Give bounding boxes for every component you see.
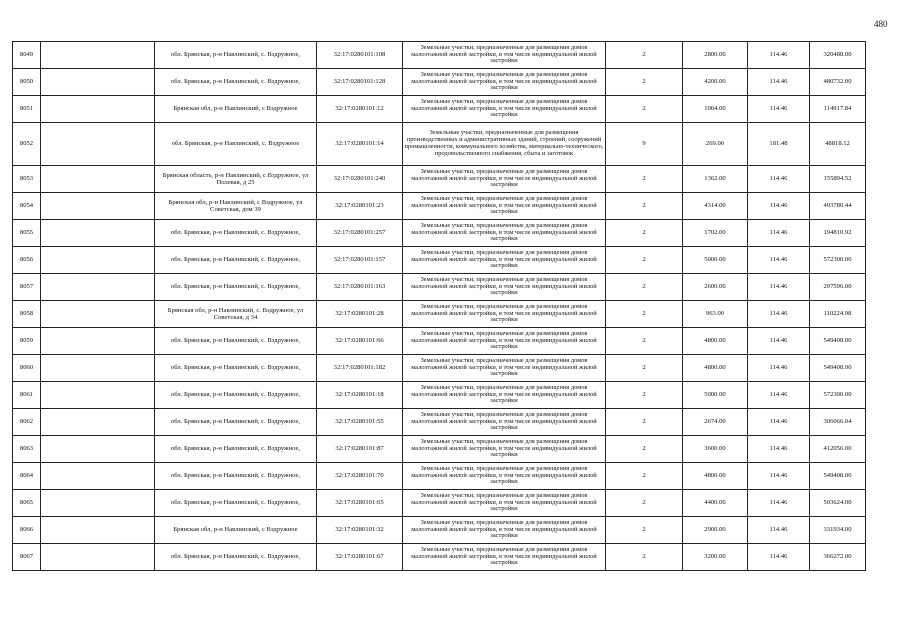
land-use-cell: Земельные участки, предназначенные для размещения домов малоэтажной жилой застройки, в том числе индивидуальной жилой застройки	[403, 247, 606, 274]
land-use-cell: Земельные участки, предназначенные для размещения домов малоэтажной жилой застройки, в том числе индивидуальной жилой застройки	[403, 328, 606, 355]
land-use-cell: Земельные участки, предназначенные для размещения домов малоэтажной жилой застройки, в том числе индивидуальной жилой застройки	[403, 436, 606, 463]
cadastral-number-cell: 32:17:0280101:14	[317, 123, 403, 166]
address-cell: обл. Брянская, р-н Навлинский, с. Вздружное,	[155, 247, 317, 274]
cadastral-number-cell: 32:17:0280101:12	[317, 96, 403, 123]
cadastral-value-cell: 412056.00	[810, 436, 866, 463]
row-number: 8059	[13, 328, 41, 355]
area-cell: 3200.00	[683, 544, 748, 571]
area-cell: 4800.00	[683, 463, 748, 490]
land-use-cell: Земельные участки, предназначенные для размещения домов малоэтажной жилой застройки, в том числе индивидуальной жилой застройки	[403, 463, 606, 490]
land-use-cell: Земельные участки, предназначенные для размещения домов малоэтажной жилой застройки, в том числе индивидуальной жилой застройки	[403, 42, 606, 69]
rate-cell: 114.46	[748, 301, 810, 328]
row-number: 8051	[13, 96, 41, 123]
table-row	[13, 69, 866, 96]
table-row	[13, 220, 866, 247]
land-use-cell: Земельные участки, предназначенные для размещения домов малоэтажной жилой застройки, в том числе индивидуальной жилой застройки	[403, 274, 606, 301]
cadastral-number-cell: 32:17:0280101:67	[317, 544, 403, 571]
category-cell: 2	[606, 355, 683, 382]
cadastral-value-cell: 331934.00	[810, 517, 866, 544]
row-number: 8062	[13, 409, 41, 436]
address-cell: Брянская обл, р-н Навлинский, с Вздружное, ул Советская, дом 39	[155, 193, 317, 220]
cadastral-value-cell: 114917.84	[810, 96, 866, 123]
address-cell: обл. Брянская, р-н Навлинский, с. Вздружное,	[155, 220, 317, 247]
table-row	[13, 463, 866, 490]
land-use-cell: Земельные участки, предназначенные для размещения домов малоэтажной жилой застройки, в том числе индивидуальной жилой застройки	[403, 166, 606, 193]
row-number: 8061	[13, 382, 41, 409]
empty-cell	[41, 436, 155, 463]
address-cell: Брянская обл, р-н Навлинский, с Вздружное	[155, 517, 317, 544]
cadastral-value-cell: 48818.12	[810, 123, 866, 166]
row-number: 8058	[13, 301, 41, 328]
area-cell: 4800.00	[683, 355, 748, 382]
address-cell: обл. Брянская, р-н Навлинский, с. Вздружное,	[155, 274, 317, 301]
empty-cell	[41, 166, 155, 193]
empty-cell	[41, 544, 155, 571]
address-cell: обл. Брянская, р-н Навлинский, с. Вздружное,	[155, 42, 317, 69]
area-cell: 4400.00	[683, 490, 748, 517]
address-cell: обл. Брянская, р-н Навлинский, с. Вздружное,	[155, 382, 317, 409]
land-use-cell: Земельные участки, предназначенные для размещения домов малоэтажной жилой застройки, в том числе индивидуальной жилой застройки	[403, 193, 606, 220]
category-cell: 2	[606, 166, 683, 193]
address-cell: обл. Брянская, р-н Навлинский, с. Вздружное,	[155, 490, 317, 517]
area-cell: 4200.00	[683, 69, 748, 96]
rate-cell: 114.46	[748, 355, 810, 382]
row-number: 8063	[13, 436, 41, 463]
cadastral-value-cell: 493780.44	[810, 193, 866, 220]
category-cell: 2	[606, 247, 683, 274]
empty-cell	[41, 328, 155, 355]
cadastral-number-cell: 32:17:0280101:23	[317, 193, 403, 220]
category-cell: 2	[606, 463, 683, 490]
rate-cell: 114.46	[748, 193, 810, 220]
row-number: 8057	[13, 274, 41, 301]
empty-cell	[41, 42, 155, 69]
address-cell: обл. Брянская, р-н Навлинский, с. Вздружное,	[155, 409, 317, 436]
rate-cell: 114.46	[748, 247, 810, 274]
rate-cell: 114.46	[748, 409, 810, 436]
address-cell: обл. Брянская, р-н Навлинский, с. Вздружное,	[155, 436, 317, 463]
cadastral-number-cell: 32:17:0280101:182	[317, 355, 403, 382]
land-use-cell: Земельные участки, предназначенные для размещения домов малоэтажной жилой застройки, в том числе индивидуальной жилой застройки	[403, 69, 606, 96]
empty-cell	[41, 517, 155, 544]
category-cell: 2	[606, 96, 683, 123]
area-cell: 2900.00	[683, 517, 748, 544]
cadastral-number-cell: 32:17:0280101:32	[317, 517, 403, 544]
rate-cell: 114.46	[748, 517, 810, 544]
cadastral-number-cell: 32:17:0280101:257	[317, 220, 403, 247]
land-use-cell: Земельные участки, предназначенные для размещения домов малоэтажной жилой застройки, в том числе индивидуальной жилой застройки	[403, 355, 606, 382]
empty-cell	[41, 490, 155, 517]
rate-cell: 114.46	[748, 274, 810, 301]
row-number: 8056	[13, 247, 41, 274]
category-cell: 2	[606, 409, 683, 436]
category-cell: 2	[606, 220, 683, 247]
rate-cell: 114.46	[748, 544, 810, 571]
cadastral-value-cell: 549408.00	[810, 463, 866, 490]
empty-cell	[41, 247, 155, 274]
category-cell: 2	[606, 193, 683, 220]
row-number: 8052	[13, 123, 41, 166]
cadastral-number-cell: 32:17:0280101:65	[317, 490, 403, 517]
table-row	[13, 96, 866, 123]
empty-cell	[41, 382, 155, 409]
area-cell: 1004.00	[683, 96, 748, 123]
address-cell: обл. Брянская, р-н Навлинский, с. Вздружное	[155, 123, 317, 166]
cadastral-value-cell: 549408.00	[810, 328, 866, 355]
address-cell: обл. Брянская, р-н Навлинский, с. Вздружное,	[155, 355, 317, 382]
category-cell: 9	[606, 123, 683, 166]
table-row	[13, 409, 866, 436]
empty-cell	[41, 96, 155, 123]
empty-cell	[41, 301, 155, 328]
cadastral-number-cell: 32:17:0280101:157	[317, 247, 403, 274]
land-use-cell: Земельные участки, предназначенные для размещения домов малоэтажной жилой застройки, в том числе индивидуальной жилой застройки	[403, 490, 606, 517]
area-cell: 2674.00	[683, 409, 748, 436]
area-cell: 963.00	[683, 301, 748, 328]
rate-cell: 181.48	[748, 123, 810, 166]
cadastral-number-cell: 32:17:0280101:18	[317, 382, 403, 409]
empty-cell	[41, 274, 155, 301]
cadastral-number-cell: 32:17:0280101:240	[317, 166, 403, 193]
cadastral-value-cell: 503624.00	[810, 490, 866, 517]
land-use-cell: Земельные участки, предназначенные для размещения домов малоэтажной жилой застройки, в том числе индивидуальной жилой застройки	[403, 220, 606, 247]
category-cell: 2	[606, 382, 683, 409]
area-cell: 4800.00	[683, 328, 748, 355]
table-row	[13, 436, 866, 463]
cadastral-number-cell: 32:17:0280101:108	[317, 42, 403, 69]
table-row	[13, 301, 866, 328]
page-number: 480	[874, 19, 888, 29]
address-cell: обл. Брянская, р-н Навлинский, с. Вздружное,	[155, 69, 317, 96]
category-cell: 2	[606, 274, 683, 301]
rate-cell: 114.46	[748, 42, 810, 69]
row-number: 8055	[13, 220, 41, 247]
category-cell: 2	[606, 42, 683, 69]
category-cell: 2	[606, 490, 683, 517]
address-cell: Брянская область, р-н Навлинский, с Вздружное, ул Полевая, д 25	[155, 166, 317, 193]
cadastral-number-cell: 32:17:0280101:70	[317, 463, 403, 490]
category-cell: 2	[606, 328, 683, 355]
address-cell: обл. Брянская, р-н Навлинский, с. Вздружное,	[155, 463, 317, 490]
area-cell: 1702.00	[683, 220, 748, 247]
empty-cell	[41, 193, 155, 220]
rate-cell: 114.46	[748, 328, 810, 355]
cadastral-value-cell: 155894.52	[810, 166, 866, 193]
row-number: 8053	[13, 166, 41, 193]
table-row	[13, 123, 866, 166]
table-row	[13, 166, 866, 193]
area-cell: 5000.00	[683, 382, 748, 409]
table-row	[13, 193, 866, 220]
row-number: 8066	[13, 517, 41, 544]
area-cell: 4314.00	[683, 193, 748, 220]
row-number: 8067	[13, 544, 41, 571]
category-cell: 2	[606, 436, 683, 463]
area-cell: 2600.00	[683, 274, 748, 301]
address-cell: Брянская обл, р-н Навлинский, с Вздружное	[155, 96, 317, 123]
address-cell: Брянская обл, р-н Навлинский, с. Вздружное, ул Советская, д 34	[155, 301, 317, 328]
land-use-cell: Земельные участки, предназначенные для размещения домов малоэтажной жилой застройки, в том числе индивидуальной жилой застройки	[403, 517, 606, 544]
rate-cell: 114.46	[748, 463, 810, 490]
category-cell: 2	[606, 544, 683, 571]
row-number: 8064	[13, 463, 41, 490]
address-cell: обл. Брянская, р-н Навлинский, с. Вздружное,	[155, 544, 317, 571]
empty-cell	[41, 69, 155, 96]
row-number: 8065	[13, 490, 41, 517]
empty-cell	[41, 463, 155, 490]
rate-cell: 114.46	[748, 490, 810, 517]
land-use-cell: Земельные участки, предназначенные для размещения домов малоэтажной жилой застройки, в том числе индивидуальной жилой застройки	[403, 301, 606, 328]
cadastral-number-cell: 32:17:0280101:55	[317, 409, 403, 436]
table-row	[13, 42, 866, 69]
category-cell: 2	[606, 69, 683, 96]
address-cell: обл. Брянская, р-н Навлинский, с. Вздружное,	[155, 328, 317, 355]
land-use-cell: Земельные участки, предназначенные для размещения производственных и административных зданий, строений, сооружений промышленности, коммунального хозяйства, материально-технического, продовольственного снабжения, сбыта и заготовок	[403, 123, 606, 166]
area-cell: 269.00	[683, 123, 748, 166]
row-number: 8050	[13, 69, 41, 96]
row-number: 8054	[13, 193, 41, 220]
empty-cell	[41, 123, 155, 166]
table-row	[13, 247, 866, 274]
rate-cell: 114.46	[748, 69, 810, 96]
category-cell: 2	[606, 517, 683, 544]
rate-cell: 114.46	[748, 166, 810, 193]
table-row	[13, 274, 866, 301]
area-cell: 2800.00	[683, 42, 748, 69]
table-row	[13, 517, 866, 544]
rate-cell: 114.46	[748, 220, 810, 247]
cadastral-value-cell: 320488.00	[810, 42, 866, 69]
rate-cell: 114.46	[748, 96, 810, 123]
area-cell: 5000.00	[683, 247, 748, 274]
area-cell: 1362.00	[683, 166, 748, 193]
cadastral-number-cell: 32:17:0280101:128	[317, 69, 403, 96]
table-row	[13, 328, 866, 355]
land-use-cell: Земельные участки, предназначенные для размещения домов малоэтажной жилой застройки, в том числе индивидуальной жилой застройки	[403, 96, 606, 123]
rate-cell: 114.46	[748, 382, 810, 409]
row-number: 8060	[13, 355, 41, 382]
table-row	[13, 490, 866, 517]
land-use-cell: Земельные участки, предназначенные для размещения домов малоэтажной жилой застройки, в том числе индивидуальной жилой застройки	[403, 409, 606, 436]
cadastral-number-cell: 32:17:0280101:87	[317, 436, 403, 463]
category-cell: 2	[606, 301, 683, 328]
table-row	[13, 544, 866, 571]
cadastral-number-cell: 32:17:0280101:28	[317, 301, 403, 328]
land-use-cell: Земельные участки, предназначенные для размещения домов малоэтажной жилой застройки, в том числе индивидуальной жилой застройки	[403, 382, 606, 409]
area-cell: 3600.00	[683, 436, 748, 463]
table-row	[13, 355, 866, 382]
land-registry-table	[12, 41, 866, 571]
cadastral-value-cell: 572300.00	[810, 382, 866, 409]
empty-cell	[41, 220, 155, 247]
cadastral-number-cell: 32:17:0280101:66	[317, 328, 403, 355]
row-number: 8049	[13, 42, 41, 69]
cadastral-value-cell: 366272.00	[810, 544, 866, 571]
cadastral-value-cell: 297596.00	[810, 274, 866, 301]
cadastral-value-cell: 110224.98	[810, 301, 866, 328]
empty-cell	[41, 409, 155, 436]
rate-cell: 114.46	[748, 436, 810, 463]
cadastral-value-cell: 572300.00	[810, 247, 866, 274]
land-use-cell: Земельные участки, предназначенные для размещения домов малоэтажной жилой застройки, в том числе индивидуальной жилой застройки	[403, 544, 606, 571]
empty-cell	[41, 355, 155, 382]
cadastral-value-cell: 306066.04	[810, 409, 866, 436]
cadastral-value-cell: 480732.00	[810, 69, 866, 96]
cadastral-value-cell: 549408.00	[810, 355, 866, 382]
cadastral-number-cell: 32:17:0280101:163	[317, 274, 403, 301]
table-row	[13, 382, 866, 409]
cadastral-value-cell: 194810.92	[810, 220, 866, 247]
